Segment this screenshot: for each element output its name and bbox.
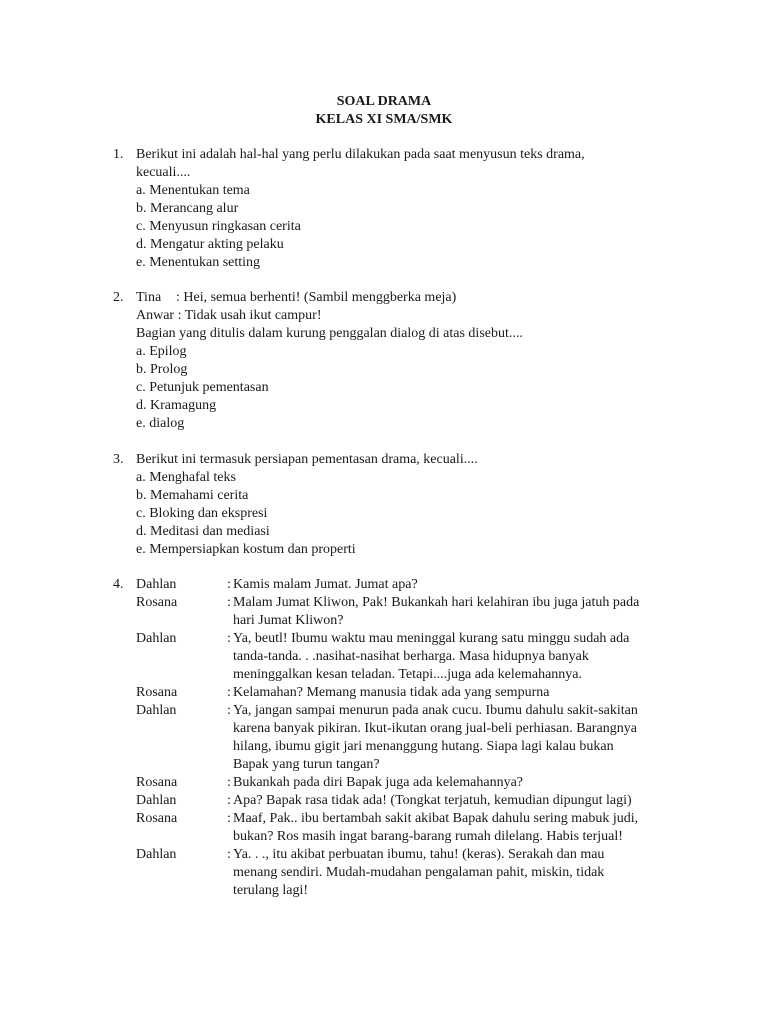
question-stem: Bagian yang ditulis dalam kurung penggalan dialog di atas disebut....	[136, 326, 523, 341]
dialog-line-tina	[136, 289, 696, 307]
option-d: d. Kramagung	[136, 398, 217, 413]
dialog-excerpt	[136, 576, 696, 900]
dialog-text-line: Maaf, Pak.. ibu bertambah sakit akibat Bapak dahulu sering mabuk judi,	[233, 811, 639, 826]
dialog-text-line: Ya. . ., itu akibat perbuatan ibumu, tahu! (keras). Serakah dan mau	[233, 847, 605, 862]
speaker-name: Rosana	[136, 685, 178, 700]
option-a: a. Menentukan tema	[136, 183, 250, 198]
dialog-row	[136, 594, 696, 630]
dialog-text-line: bukan? Ros masih ingat barang-barang rumah dilelang. Habis terjual!	[233, 829, 623, 844]
option-e: e. Mempersiapkan kostum dan properti	[136, 542, 356, 557]
dialog-colon: :	[227, 793, 231, 808]
dialog-colon: :	[227, 811, 231, 826]
question-stem: Berikut ini termasuk persiapan pementasan drama, kecuali....	[136, 452, 478, 467]
dialog-text-line: Malam Jumat Kliwon, Pak! Bukankah hari kelahiran ibu juga jatuh pada	[233, 595, 640, 610]
speaker-name: Dahlan	[136, 793, 177, 808]
dialog-row	[136, 774, 696, 792]
dialog-text-line: menang sendiri. Mudah-mudahan pengalaman pahit, miskin, tidak	[233, 865, 605, 880]
dialog-text	[233, 810, 693, 846]
option-c: c. Menyusun ringkasan cerita	[136, 219, 301, 234]
speaker-name: Rosana	[136, 811, 178, 826]
option-c: c. Petunjuk pementasan	[136, 380, 269, 395]
dialog-text	[233, 792, 693, 810]
dialog-colon: :	[227, 703, 231, 718]
dialog-row	[136, 846, 696, 900]
option-c: c. Bloking dan ekspresi	[136, 506, 268, 521]
speaker-name: Dahlan	[136, 847, 177, 862]
dialog-text-line: terulang lagi!	[233, 883, 309, 898]
dialog-colon: :	[227, 685, 231, 700]
speaker-name: Tina	[136, 290, 162, 305]
dialog-text-line: hilang, ibumu gigit jari menanggung hutang. Siapa lagi kalau bukan	[233, 739, 614, 754]
question-body	[136, 289, 696, 433]
question-body	[136, 146, 696, 272]
speaker-name: Rosana	[136, 775, 178, 790]
dialog-colon: :	[227, 577, 231, 592]
question-number: 3.	[113, 452, 124, 467]
dialog-text	[233, 702, 693, 774]
page-subtitle: KELAS XI SMA/SMK	[315, 112, 453, 127]
dialog-row	[136, 576, 696, 594]
dialog-text-line: karena banyak pikiran. Ikut-ikutan orang jual-beli perhiasan. Barangnya	[233, 721, 637, 736]
dialog-text	[233, 684, 693, 702]
dialog-text-line: Bukankah pada diri Bapak juga ada kelemahannya?	[233, 775, 523, 790]
dialog-colon: :	[227, 595, 231, 610]
dialog-text	[233, 630, 693, 684]
option-e: e. Menentukan setting	[136, 255, 261, 270]
question-number: 4.	[113, 577, 124, 592]
option-e: e. dialog	[136, 416, 185, 431]
question-stem-line: kecuali....	[136, 165, 191, 180]
dialog-row	[136, 630, 696, 684]
dialog-text	[233, 846, 693, 900]
question-number: 1.	[113, 147, 124, 162]
dialog-row	[136, 684, 696, 702]
dialog-text-line: Ya, jangan sampai menurun pada anak cucu. Ibumu dahulu sakit-sakitan	[233, 703, 638, 718]
option-d: d. Meditasi dan mediasi	[136, 524, 270, 539]
dialog-text-line: tanda-tanda. . .nasihat-nasihat berharga. Masa hidupnya banyak	[233, 649, 589, 664]
dialog-text-line: Kamis malam Jumat. Jumat apa?	[233, 577, 418, 592]
dialog-text-line: Apa? Bapak rasa tidak ada! (Tongkat terjatuh, kemudian dipungut lagi)	[233, 793, 632, 808]
dialog-colon: :	[227, 775, 231, 790]
dialog-colon: :	[227, 631, 231, 646]
dialog-row	[136, 792, 696, 810]
speaker-name: Dahlan	[136, 703, 177, 718]
dialog-text-line: Ya, beutl! Ibumu waktu mau meninggal kurang satu minggu sudah ada	[233, 631, 630, 646]
speaker-name: Dahlan	[136, 577, 177, 592]
question-stem-line: Berikut ini adalah hal-hal yang perlu dilakukan pada saat menyusun teks drama,	[136, 147, 585, 162]
dialog-text-line: meninggalkan kesan teladan. Tetapi....juga ada kelemahannya.	[233, 667, 583, 682]
dialog-text	[233, 774, 693, 792]
option-b: b. Memahami cerita	[136, 488, 249, 503]
dialog-text-line: Bapak yang turun tangan?	[233, 757, 380, 772]
dialog-line-anwar: Anwar : Tidak usah ikut campur!	[136, 308, 322, 323]
dialog-row	[136, 810, 696, 846]
option-a: a. Epilog	[136, 344, 187, 359]
option-a: a. Menghafal teks	[136, 470, 236, 485]
speaker-name: Dahlan	[136, 631, 177, 646]
dialog-row	[136, 702, 696, 774]
speaker-name: Rosana	[136, 595, 178, 610]
option-d: d. Mengatur akting pelaku	[136, 237, 284, 252]
dialog-colon: :	[227, 847, 231, 862]
dialog-text	[233, 594, 693, 630]
question-number: 2.	[113, 290, 124, 305]
option-b: b. Prolog	[136, 362, 188, 377]
dialog-text-line: Kelamahan? Memang manusia tidak ada yang sempurna	[233, 685, 550, 700]
dialog-text: : Hei, semua berhenti! (Sambil menggberka meja)	[176, 290, 457, 305]
question-body	[136, 451, 696, 559]
option-b: b. Merancang alur	[136, 201, 239, 216]
dialog-text	[233, 576, 693, 594]
dialog-text-line: hari Jumat Kliwon?	[233, 613, 344, 628]
page-title: SOAL DRAMA	[336, 94, 432, 109]
